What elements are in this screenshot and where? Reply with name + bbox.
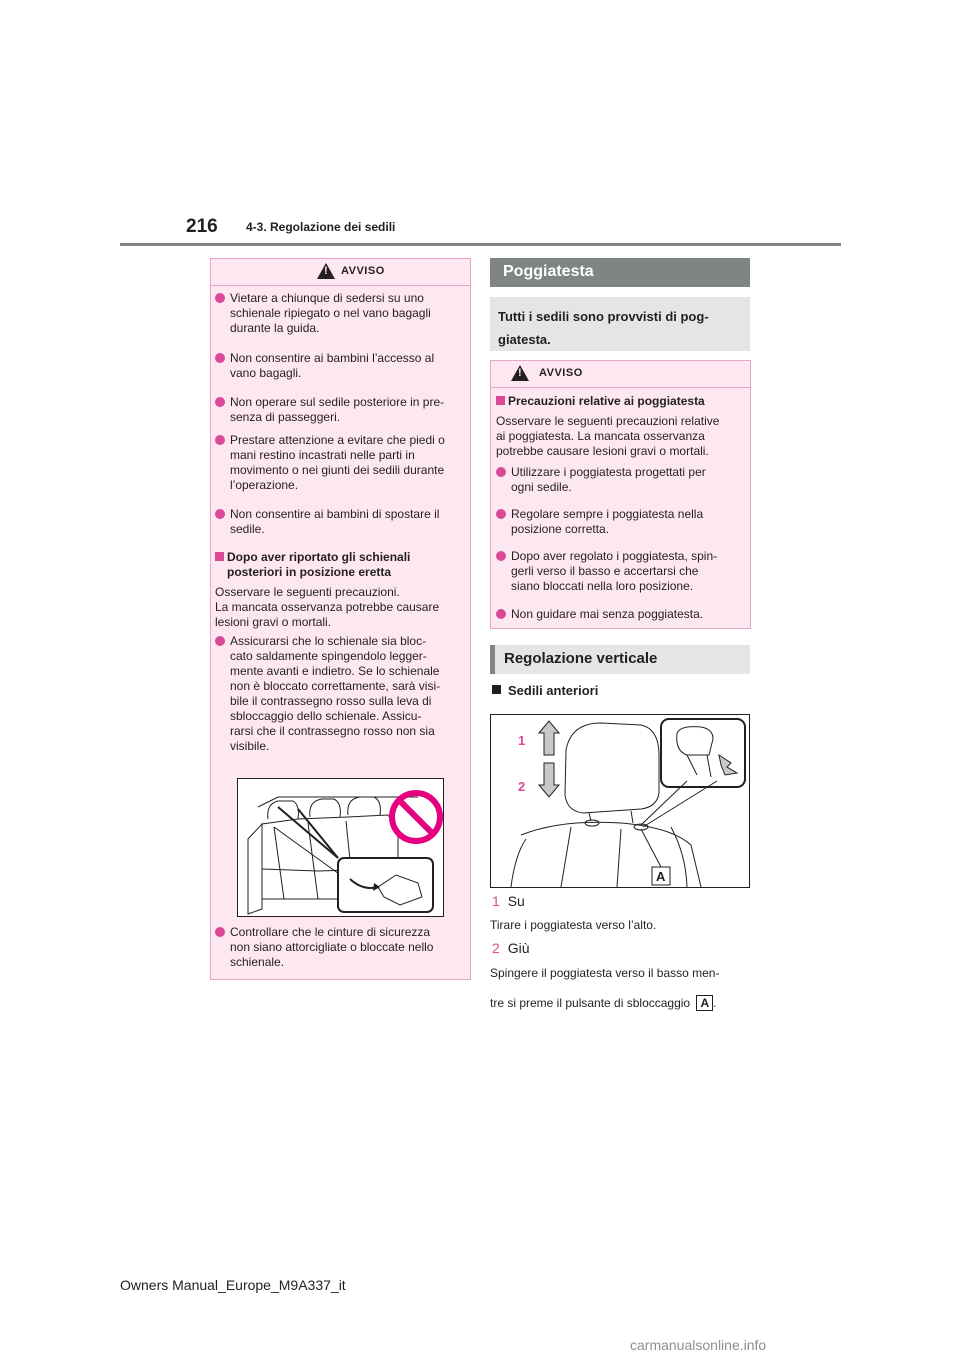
bullet-icon xyxy=(215,293,225,303)
warning-icon xyxy=(317,263,335,279)
step-2-description-line2 xyxy=(490,995,716,1011)
section-bar-title: Poggiatesta xyxy=(503,263,594,280)
warning-paragraph: Osservare le seguenti precauzioni. La mancata osservanza potrebbe causare lesioni gravi o mortali. xyxy=(215,585,440,629)
warning-header xyxy=(491,361,750,388)
warning-box-right xyxy=(490,360,751,629)
warning-title: AVVISO xyxy=(341,265,385,277)
rear-seat-drawing xyxy=(238,779,443,916)
list-item-text: Non consentire ai bambini di spostare il sedile. xyxy=(230,507,440,536)
bullet-icon xyxy=(215,509,225,519)
headrest-drawing xyxy=(491,715,749,887)
subsection-bar xyxy=(490,645,750,674)
bullet-icon xyxy=(496,551,506,561)
bullet-icon xyxy=(215,353,225,363)
list-item-text: Regolare sempre i poggiatesta nella posizione corretta. xyxy=(511,507,704,536)
bullet-icon xyxy=(215,927,225,937)
list-item-text: Non consentire ai bambini l’accesso al vano bagagli. xyxy=(230,351,435,380)
list-item xyxy=(496,465,746,495)
step-1 xyxy=(492,893,525,909)
subsection-title: Regolazione verticale xyxy=(504,650,658,667)
square-bullet-icon xyxy=(496,396,505,405)
list-item xyxy=(215,351,465,381)
list-item xyxy=(215,395,465,425)
step-2-text: tre si preme il pulsante di sbloccaggio xyxy=(490,996,691,1010)
header-rule xyxy=(120,243,841,246)
list-item xyxy=(215,634,465,754)
warning-subheading xyxy=(496,394,746,409)
warning-header xyxy=(211,259,470,286)
square-bullet-icon xyxy=(492,685,501,694)
footer-doc-id: Owners Manual_Europe_M9A337_it xyxy=(120,1277,346,1293)
sub-heading-text: Sedili anteriori xyxy=(508,683,599,698)
list-item xyxy=(496,607,746,622)
bullet-icon xyxy=(215,636,225,646)
bullet-icon xyxy=(215,397,225,407)
bullet-icon xyxy=(215,435,225,445)
callout-ref-a: A xyxy=(696,995,713,1011)
subheading-text: Precauzioni relative ai poggiatesta xyxy=(508,394,705,408)
list-item-text: Vietare a chiunque di sedersi su uno schienale ripiegato o nel vano bagagli durante la guida. xyxy=(230,291,431,335)
figure-label-up: 1 xyxy=(518,733,526,748)
warning-title: AVVISO xyxy=(539,367,583,379)
square-bullet-icon xyxy=(215,552,224,561)
rear-seat-illustration xyxy=(237,778,444,917)
list-item-text: Dopo aver regolato i poggiatesta, spin- gerli verso il basso e accertarsi che siano bloccati nella loro posizione. xyxy=(511,549,718,593)
list-item xyxy=(215,925,465,970)
list-item xyxy=(215,433,465,493)
list-item-text: Non operare sul sedile posteriore in pre- senza di passeggeri. xyxy=(230,395,445,424)
step-2-description-line1: Spingere il poggiatesta verso il basso men- xyxy=(490,966,720,980)
bullet-icon xyxy=(496,609,506,619)
intro-box xyxy=(490,297,750,351)
list-item-text: Assicurarsi che lo schienale sia bloc- cato saldamente spingendolo legger- mente avanti e indietro. Se lo schienale non è bloccato correttamente, sarà visi- bile il contrassegno rosso sulla leva di sbloccaggio dello schienale. Assicu- rarsi che il contrassegno rosso non sia visibile. xyxy=(230,634,441,753)
watermark: carmanualsonline.info xyxy=(630,1337,767,1353)
list-item xyxy=(496,507,746,537)
step-number: 1 xyxy=(492,893,500,909)
headrest-illustration xyxy=(490,714,750,888)
list-item-text: Utilizzare i poggiatesta progettati per ogni sedile. xyxy=(511,465,706,494)
intro-text: Tutti i sedili sono provvisti di pog- giatesta. xyxy=(498,309,709,347)
step-2-tail: . xyxy=(713,996,717,1010)
section-title: 4-3. Regolazione dei sedili xyxy=(246,220,396,234)
step-number: 2 xyxy=(492,940,500,956)
figure-label-down: 2 xyxy=(518,779,526,794)
bullet-icon xyxy=(496,509,506,519)
step-label: Giù xyxy=(507,940,530,956)
page-number: 216 xyxy=(186,216,218,237)
sub-heading xyxy=(492,683,742,698)
bullet-icon xyxy=(496,467,506,477)
warning-icon xyxy=(511,365,529,381)
step-2 xyxy=(492,940,529,956)
step-1-description: Tirare i poggiatesta verso l’alto. xyxy=(490,918,657,932)
subheading-text: Dopo aver riportato gli schienali posteriori in posizione eretta xyxy=(227,550,411,579)
list-item-text: Prestare attenzione a evitare che piedi o mani restino incastrati nelle parti in movimento o nei giunti dei sedili durante l’operazione. xyxy=(230,433,445,492)
list-item xyxy=(215,291,465,336)
warning-box-left xyxy=(210,258,471,980)
step-label: Su xyxy=(507,893,525,909)
list-item-text: Controllare che le cinture di sicurezza non siano attorcigliate o bloccate nello schienale. xyxy=(230,925,434,969)
list-item xyxy=(215,507,465,537)
list-item-text: Non guidare mai senza poggiatesta. xyxy=(511,607,704,621)
warning-subheading xyxy=(215,550,465,580)
figure-callout-a: A xyxy=(656,869,666,884)
section-bar-poggiatesta xyxy=(490,258,750,287)
list-item xyxy=(496,549,746,594)
warning-paragraph: Osservare le seguenti precauzioni relative ai poggiatesta. La mancata osservanza potrebbe causare lesioni gravi o mortali. xyxy=(496,414,720,458)
